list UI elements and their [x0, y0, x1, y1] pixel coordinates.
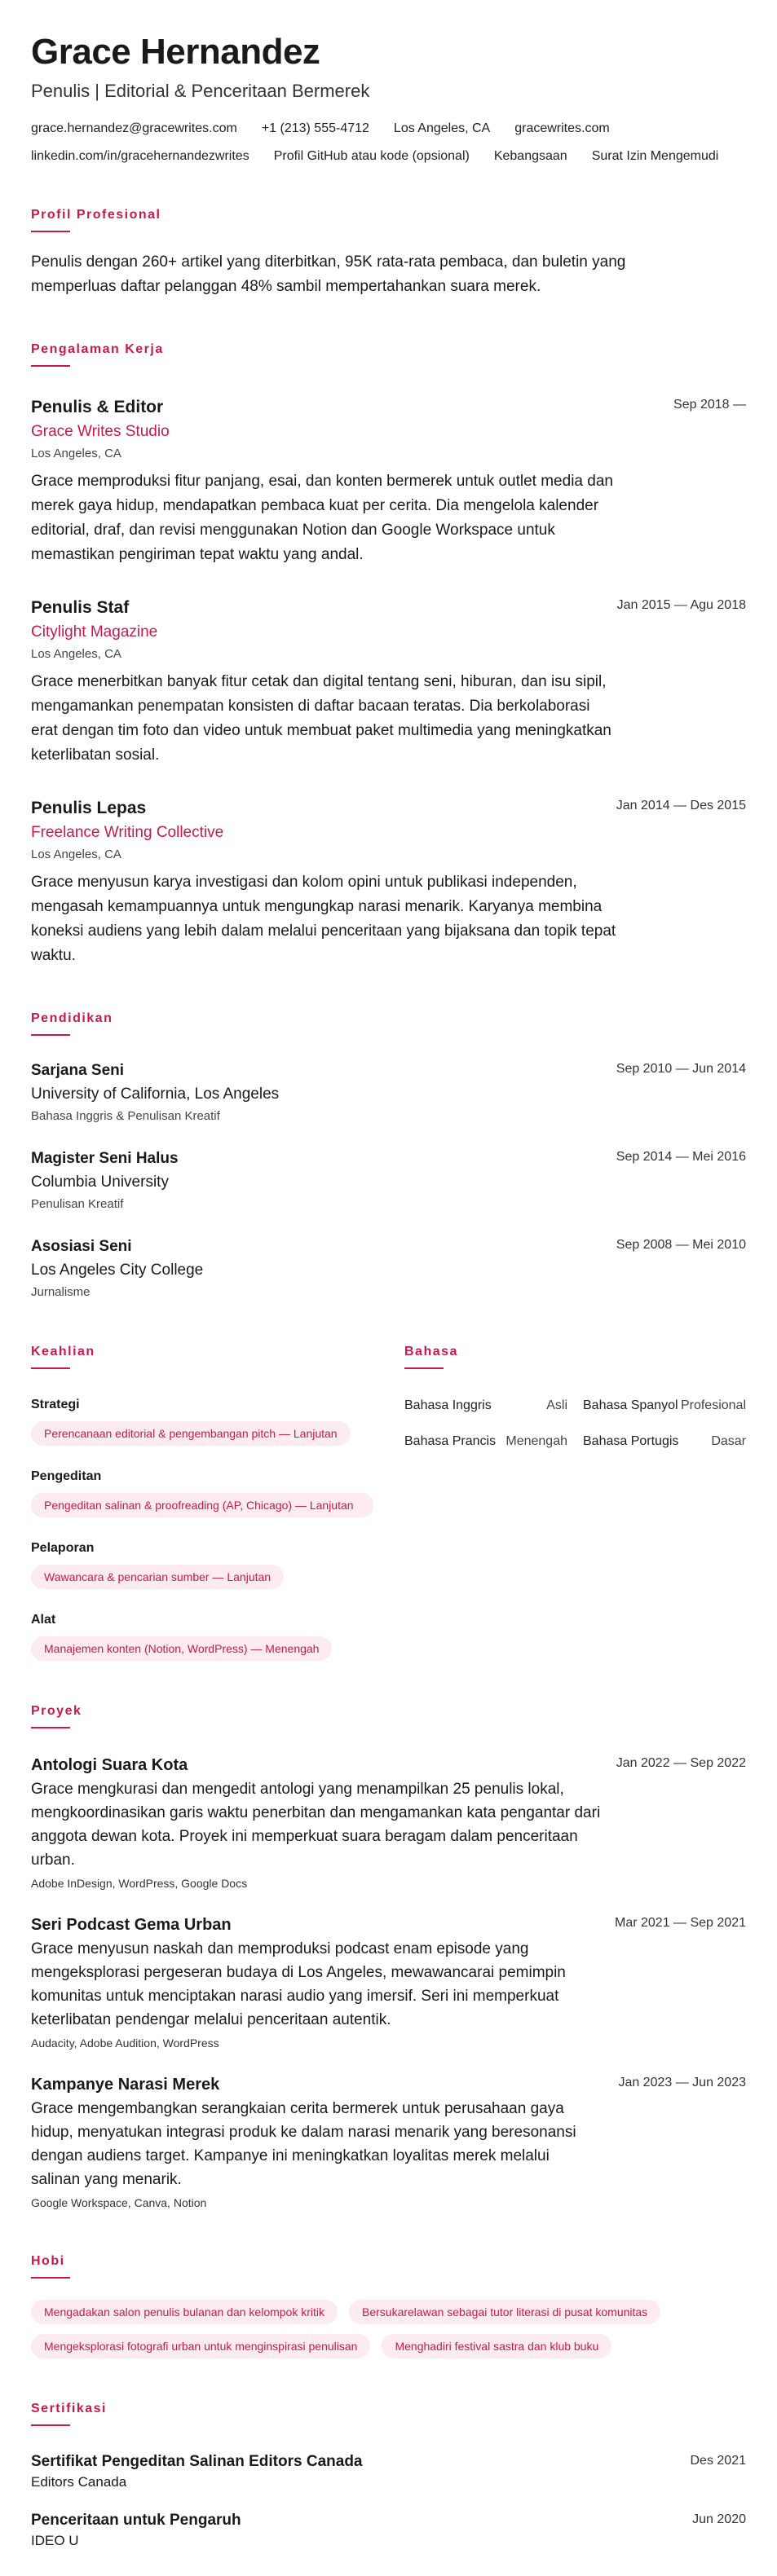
- job-company: Citylight Magazine: [31, 623, 158, 641]
- hobby-chip: Menghadiri festival sastra dan klub buku: [382, 2334, 611, 2358]
- certification-entry: [31, 2511, 746, 2550]
- contact-phone: +1 (213) 555-4712: [261, 121, 369, 135]
- summary-section: [31, 207, 746, 299]
- contact-license: Surat Izin Mengemudi: [591, 149, 719, 163]
- certification-date: Des 2021: [690, 2454, 746, 2468]
- degree-title: Magister Seni Halus: [31, 1150, 179, 1167]
- section-title: Pendidikan: [31, 1011, 113, 1025]
- hobby-list: [31, 2300, 732, 2358]
- experience-entry: [31, 797, 746, 968]
- project-description: Grace menyusun naskah dan memproduksi podcast enam episode yang mengeksplorasi pergeseran budaya di Los Angeles, mewawancarai pemimpin komunitas untuk menciptakan narasi audio yang imersif. Seri ini memperkuat keterlibatan pendengar melalui penceritaan autentik.: [31, 1940, 566, 2028]
- project-date: Jan 2023 — Jun 2023: [618, 2076, 746, 2089]
- section-title: Proyek: [31, 1704, 82, 1718]
- education-section: [31, 1011, 746, 1301]
- job-description: Grace menyusun karya investigasi dan kolom opini untuk publikasi independen, mengasah kemampuannya untuk mengungkap narasi menarik. Karyanya membina koneksi audiens yang lebih dalam melalui penceritaan yang bijaksana dan topik tepat waktu.: [31, 874, 616, 964]
- contact-info: [31, 121, 746, 165]
- skill-category: Strategi: [31, 1398, 80, 1411]
- contact-website[interactable]: gracewrites.com: [514, 121, 610, 135]
- skills-section: [31, 1344, 373, 1661]
- language-level: Menengah: [505, 1434, 567, 1448]
- candidate-name: Grace Hernandez: [31, 32, 320, 72]
- skills-languages-row: [31, 1344, 746, 1661]
- degree-title: Sarjana Seni: [31, 1062, 125, 1079]
- projects-section: [31, 1703, 746, 2211]
- summary-text: Penulis dengan 260+ artikel yang diterbitkan, 95K rata-rata pembaca, dan buletin yang memperluas daftar pelanggan 48% sambil mempertahankan suara merek.: [31, 253, 626, 295]
- education-entry: [31, 1060, 746, 1125]
- language-level: Profesional: [680, 1398, 746, 1412]
- certifications-section: [31, 2401, 746, 2550]
- certification-issuer: Editors Canada: [31, 2474, 127, 2490]
- project-description: Grace mengkurasi dan mengedit antologi yang menampilkan 25 penulis lokal, mengkoordinasikan garis waktu penerbitan dan mengamankan kata pengantar dari anggota dewan kota. Proyek ini memperkuat suara beragam dalam penceritaan urban.: [31, 1781, 601, 1869]
- job-title: Penulis Staf: [31, 598, 130, 617]
- experience-section: [31, 341, 746, 968]
- experience-entry: [31, 597, 746, 768]
- skill-category: Alat: [31, 1613, 56, 1627]
- section-divider: [31, 1367, 70, 1369]
- certification-issuer: IDEO U: [31, 2533, 79, 2548]
- project-name: Kampanye Narasi Merek: [31, 2076, 220, 2094]
- contact-linkedin[interactable]: linkedin.com/in/gracehernandezwrites: [31, 149, 249, 163]
- project-entry: [31, 1914, 746, 2051]
- education-entry: [31, 1236, 746, 1301]
- section-title: Sertifikasi: [31, 2402, 107, 2415]
- hobby-chip: Mengadakan salon penulis bulanan dan kelompok kritik: [31, 2300, 338, 2324]
- skill-group: [31, 1469, 373, 1517]
- section-title: Keahlian: [31, 1345, 95, 1358]
- project-tools: Audacity, Adobe Audition, WordPress: [31, 2037, 219, 2050]
- skill-chip: Wawancara & pencarian sumber — Lanjutan: [31, 1565, 284, 1589]
- contact-nationality: Kebangsaan: [493, 149, 567, 163]
- language-list: [404, 1397, 746, 1451]
- school-name: Columbia University: [31, 1174, 169, 1191]
- skill-chip: Manajemen konten (Notion, WordPress) — Menengah: [31, 1636, 332, 1661]
- section-title: Bahasa: [404, 1345, 458, 1358]
- project-entry: [31, 1755, 746, 1891]
- project-entry: [31, 2074, 746, 2211]
- language-item: [583, 1397, 746, 1415]
- project-name: Seri Podcast Gema Urban: [31, 1916, 232, 1934]
- job-date: Sep 2018 —: [673, 398, 746, 412]
- languages-section: [404, 1344, 746, 1661]
- education-date: Sep 2014 — Mei 2016: [616, 1150, 746, 1164]
- section-divider: [31, 1727, 70, 1728]
- job-location: Los Angeles, CA: [31, 848, 121, 861]
- job-location: Los Angeles, CA: [31, 647, 121, 661]
- section-divider: [404, 1367, 444, 1369]
- skill-group: [31, 1540, 373, 1589]
- resume-header: [31, 31, 746, 165]
- school-name: Los Angeles City College: [31, 1262, 204, 1279]
- skill-group: [31, 1397, 373, 1446]
- section-title: Profil Profesional: [31, 208, 161, 222]
- skill-category: Pengeditan: [31, 1469, 102, 1483]
- education-date: Sep 2008 — Mei 2010: [616, 1238, 746, 1252]
- skill-category: Pelaporan: [31, 1541, 95, 1555]
- section-divider: [31, 2277, 70, 2279]
- project-tools: Adobe InDesign, WordPress, Google Docs: [31, 1877, 248, 1890]
- school-name: University of California, Los Angeles: [31, 1085, 280, 1103]
- certification-name: Penceritaan untuk Pengaruh: [31, 2512, 241, 2529]
- job-description: Grace menerbitkan banyak fitur cetak dan digital tentang seni, hiburan, dan isu sipil, mengamankan penempatan konsisten di daftar bacaan teratas. Dia berkolaborasi erat dengan tim foto dan video untuk membuat paket multimedia yang meningkatkan keterlibatan sosial.: [31, 673, 611, 764]
- job-description: Grace memproduksi fitur panjang, esai, dan konten bermerek untuk outlet media dan merek gaya hidup, mendapatkan pembaca kuat per cerita. Dia mengelola kalender editorial, draf, dan revisi menggunakan Notion dan Google Workspace untuk memastikan pengiriman tepat waktu yang andal.: [31, 473, 613, 563]
- hobbies-section: [31, 2253, 746, 2358]
- project-name: Antologi Suara Kota: [31, 1756, 188, 1774]
- job-location: Los Angeles, CA: [31, 447, 121, 460]
- language-level: Asli: [546, 1398, 567, 1412]
- certification-entry: [31, 2452, 746, 2491]
- education-date: Sep 2010 — Jun 2014: [616, 1062, 746, 1076]
- certification-name: Sertifikat Pengeditan Salinan Editors Canada: [31, 2453, 363, 2470]
- degree-title: Asosiasi Seni: [31, 1238, 132, 1255]
- project-tools: Google Workspace, Canva, Notion: [31, 2196, 207, 2209]
- project-description: Grace mengembangkan serangkaian cerita bermerek untuk perusahaan gaya hidup, menyatukan integrasi produk ke dalam narasi menarik yang beresonansi dengan audiens target. Kampanye ini meningkatkan loyalitas merek melalui salinan yang menarik.: [31, 2100, 576, 2188]
- language-name: Bahasa Portugis: [583, 1434, 679, 1448]
- study-field: Penulisan Kreatif: [31, 1197, 124, 1211]
- job-date: Jan 2014 — Des 2015: [616, 799, 746, 812]
- section-divider: [31, 1034, 70, 1036]
- language-item: [583, 1433, 746, 1451]
- job-title: Penulis & Editor: [31, 398, 164, 416]
- language-name: Bahasa Spanyol: [583, 1398, 678, 1412]
- contact-email[interactable]: grace.hernandez@gracewrites.com: [31, 121, 237, 135]
- project-date: Mar 2021 — Sep 2021: [615, 1916, 746, 1930]
- section-divider: [31, 365, 70, 367]
- language-name: Bahasa Inggris: [404, 1398, 492, 1412]
- skill-chip: Pengeditan salinan & proofreading (AP, Chicago) — Lanjutan: [31, 1493, 373, 1517]
- language-name: Bahasa Prancis: [404, 1434, 497, 1448]
- hobby-chip: Mengeksplorasi fotografi urban untuk menginspirasi penulisan: [31, 2334, 370, 2358]
- contact-location: Los Angeles, CA: [393, 121, 491, 135]
- job-date: Jan 2015 — Agu 2018: [616, 598, 746, 612]
- section-title: Pengalaman Kerja: [31, 342, 164, 356]
- project-date: Jan 2022 — Sep 2022: [616, 1756, 746, 1770]
- study-field: Bahasa Inggris & Penulisan Kreatif: [31, 1109, 220, 1123]
- candidate-headline: Penulis | Editorial & Penceritaan Bermerek: [31, 81, 370, 101]
- job-title: Penulis Lepas: [31, 799, 147, 817]
- experience-entry: [31, 396, 746, 567]
- skill-chip: Perencanaan editorial & pengembangan pitch — Lanjutan: [31, 1421, 351, 1446]
- hobby-chip: Bersukarelawan sebagai tutor literasi di pusat komunitas: [349, 2300, 660, 2324]
- contact-github: Profil GitHub atau kode (opsional): [273, 149, 470, 163]
- certification-date: Jun 2020: [692, 2512, 746, 2526]
- section-divider: [31, 231, 70, 232]
- job-company: Grace Writes Studio: [31, 423, 170, 440]
- education-entry: [31, 1148, 746, 1213]
- section-title: Hobi: [31, 2254, 65, 2268]
- skill-group: [31, 1612, 373, 1661]
- section-divider: [31, 2424, 70, 2426]
- language-item: [404, 1397, 567, 1415]
- study-field: Jurnalisme: [31, 1285, 91, 1299]
- language-item: [404, 1433, 567, 1451]
- job-company: Freelance Writing Collective: [31, 824, 224, 841]
- language-level: Dasar: [711, 1434, 746, 1448]
